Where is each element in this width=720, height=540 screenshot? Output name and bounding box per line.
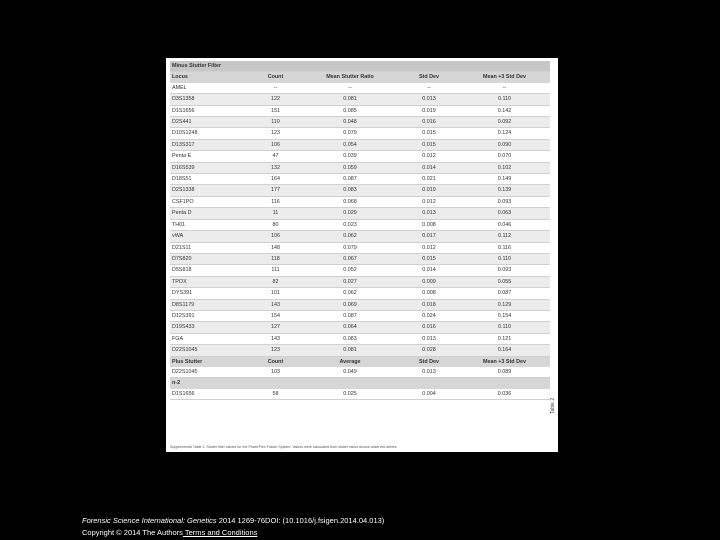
value-cell: 0.063: [459, 208, 550, 219]
value-cell: 0.087: [459, 288, 550, 299]
plus-stutter-header-row: [170, 356, 550, 367]
table-side-label: Table 2: [550, 397, 556, 414]
locus-cell: D5S818: [170, 265, 250, 276]
citation-details: 2014 1269-76DOI: (10.1016/j.fsigen.2014.04.013): [216, 516, 385, 525]
value-cell: 0.004: [399, 389, 459, 400]
value-cell: 0.087: [301, 174, 399, 185]
value-cell: 0.092: [459, 117, 550, 128]
value-cell: 122: [250, 94, 301, 105]
column-header: Std Dev: [399, 356, 459, 367]
copyright-text: Copyright © 2014 The Authors: [82, 528, 183, 537]
value-cell: 0.039: [301, 151, 399, 162]
value-cell: 47: [250, 151, 301, 162]
value-cell: 0.023: [301, 219, 399, 230]
table-row: [170, 310, 550, 321]
table-row: [170, 83, 550, 94]
value-cell: 0.027: [301, 276, 399, 287]
table-row: [170, 231, 550, 242]
value-cell: 0.102: [459, 162, 550, 173]
value-cell: 0.012: [399, 151, 459, 162]
table-row: [170, 253, 550, 264]
value-cell: 101: [250, 288, 301, 299]
value-cell: 0.139: [459, 185, 550, 196]
column-header: Mean Stutter Ratio: [301, 72, 399, 83]
value-cell: 0.017: [399, 231, 459, 242]
table-row: [170, 185, 550, 196]
value-cell: 116: [250, 196, 301, 207]
value-cell: 0.018: [399, 299, 459, 310]
value-cell: 0.008: [399, 219, 459, 230]
value-cell: 0.021: [399, 174, 459, 185]
value-cell: 0.121: [459, 333, 550, 344]
column-header: Mean +3 Std Dev: [459, 356, 550, 367]
locus-cell: AMEL: [170, 83, 250, 94]
value-cell: 123: [250, 128, 301, 139]
locus-cell: D18S51: [170, 174, 250, 185]
value-cell: 0.059: [301, 162, 399, 173]
value-cell: 106: [250, 139, 301, 150]
value-cell: 0.009: [399, 276, 459, 287]
value-cell: 0.012: [399, 196, 459, 207]
locus-cell: D2S1338: [170, 185, 250, 196]
locus-cell: D3S1358: [170, 94, 250, 105]
journal-name: Forensic Science International: Genetics: [82, 516, 217, 525]
citation-line: [82, 516, 384, 525]
table-row: [170, 94, 550, 105]
value-cell: 0.110: [459, 322, 550, 333]
section-header: n-2: [170, 378, 550, 389]
table-row: [170, 322, 550, 333]
value-cell: 0.016: [399, 117, 459, 128]
value-cell: 0.015: [399, 253, 459, 264]
value-cell: 0.014: [399, 162, 459, 173]
table-row: [170, 128, 550, 139]
value-cell: 0.012: [399, 242, 459, 253]
value-cell: 111: [250, 265, 301, 276]
column-header: Locus: [170, 72, 250, 83]
value-cell: 0.083: [301, 333, 399, 344]
table-row: [170, 219, 550, 230]
locus-cell: vWA: [170, 231, 250, 242]
table-figure: [166, 58, 558, 452]
table-title: Minus Stutter Filter: [170, 61, 550, 72]
value-cell: 0.079: [301, 128, 399, 139]
value-cell: 0.055: [459, 276, 550, 287]
value-cell: 0.093: [459, 265, 550, 276]
table-row: [170, 151, 550, 162]
table-row: [170, 139, 550, 150]
value-cell: 0.081: [301, 94, 399, 105]
value-cell: 0.129: [459, 299, 550, 310]
value-cell: 0.112: [459, 231, 550, 242]
value-cell: 0.069: [301, 299, 399, 310]
value-cell: 58: [250, 389, 301, 400]
value-cell: 0.049: [301, 367, 399, 378]
value-cell: 0.124: [459, 128, 550, 139]
locus-cell: DYS391: [170, 288, 250, 299]
value-cell: 106: [250, 231, 301, 242]
locus-cell: Penta E: [170, 151, 250, 162]
table-row: [170, 105, 550, 116]
value-cell: 143: [250, 299, 301, 310]
value-cell: --: [250, 83, 301, 94]
table-row: [170, 333, 550, 344]
locus-cell: D1S1656: [170, 389, 250, 400]
value-cell: 0.093: [459, 196, 550, 207]
value-cell: 0.029: [301, 208, 399, 219]
value-cell: 0.024: [399, 310, 459, 321]
terms-and-conditions-link[interactable]: Terms and Conditions: [182, 528, 258, 537]
value-cell: 143: [250, 333, 301, 344]
stutter-table-container: [170, 61, 550, 400]
value-cell: 0.054: [301, 139, 399, 150]
locus-cell: D19S433: [170, 322, 250, 333]
value-cell: 151: [250, 105, 301, 116]
value-cell: 0.046: [459, 219, 550, 230]
locus-cell: TH01: [170, 219, 250, 230]
value-cell: 0.083: [301, 185, 399, 196]
value-cell: 0.110: [459, 253, 550, 264]
table-row: [170, 208, 550, 219]
locus-cell: D21S11: [170, 242, 250, 253]
table-title-row: [170, 61, 550, 72]
value-cell: 0.164: [459, 345, 550, 356]
value-cell: 0.013: [399, 367, 459, 378]
n2-header-row: [170, 378, 550, 389]
value-cell: 132: [250, 162, 301, 173]
value-cell: 0.052: [301, 265, 399, 276]
value-cell: 11: [250, 208, 301, 219]
locus-cell: CSF1PO: [170, 196, 250, 207]
table-row: [170, 276, 550, 287]
locus-cell: Penta D: [170, 208, 250, 219]
copyright-line: [82, 528, 257, 537]
table-row: [170, 299, 550, 310]
value-cell: 0.068: [301, 196, 399, 207]
value-cell: 177: [250, 185, 301, 196]
table-row: [170, 367, 550, 378]
value-cell: 0.028: [399, 345, 459, 356]
value-cell: 164: [250, 174, 301, 185]
value-cell: --: [399, 83, 459, 94]
value-cell: 0.064: [301, 322, 399, 333]
column-header: Plus Stutter: [170, 356, 250, 367]
table-row: [170, 117, 550, 128]
value-cell: 0.014: [399, 265, 459, 276]
value-cell: 118: [250, 253, 301, 264]
value-cell: 123: [250, 345, 301, 356]
table-row: [170, 345, 550, 356]
value-cell: --: [301, 83, 399, 94]
value-cell: 0.036: [459, 389, 550, 400]
value-cell: 0.016: [399, 322, 459, 333]
value-cell: 0.149: [459, 174, 550, 185]
value-cell: 0.067: [301, 253, 399, 264]
value-cell: 127: [250, 322, 301, 333]
value-cell: 0.013: [399, 333, 459, 344]
value-cell: 0.062: [301, 231, 399, 242]
locus-cell: D10S1248: [170, 128, 250, 139]
value-cell: 0.087: [301, 310, 399, 321]
value-cell: 148: [250, 242, 301, 253]
column-header: Count: [250, 72, 301, 83]
locus-cell: D1S1656: [170, 105, 250, 116]
value-cell: 0.116: [459, 242, 550, 253]
column-header: Mean +3 Std Dev: [459, 72, 550, 83]
value-cell: 0.019: [399, 105, 459, 116]
table-row: [170, 288, 550, 299]
value-cell: 0.013: [399, 94, 459, 105]
column-header: Count: [250, 356, 301, 367]
value-cell: 0.081: [301, 345, 399, 356]
value-cell: --: [459, 83, 550, 94]
locus-cell: D16S539: [170, 162, 250, 173]
value-cell: 154: [250, 310, 301, 321]
value-cell: 0.015: [399, 128, 459, 139]
value-cell: 103: [250, 367, 301, 378]
table-footnote: Supplemental Table 2. Stutter filter values for the PowerPlex Fusion System. Values were calculated from stutter ratios across observed alleles.: [170, 445, 398, 449]
table-row: [170, 174, 550, 185]
value-cell: 0.070: [459, 151, 550, 162]
locus-cell: D12S391: [170, 310, 250, 321]
value-cell: 80: [250, 219, 301, 230]
table-row: [170, 242, 550, 253]
value-cell: 0.015: [399, 139, 459, 150]
value-cell: 0.154: [459, 310, 550, 321]
value-cell: 0.142: [459, 105, 550, 116]
value-cell: 0.025: [301, 389, 399, 400]
column-header: Average: [301, 356, 399, 367]
value-cell: 0.019: [399, 185, 459, 196]
table-row: [170, 196, 550, 207]
value-cell: 0.048: [301, 117, 399, 128]
value-cell: 0.085: [301, 105, 399, 116]
locus-cell: D13S317: [170, 139, 250, 150]
table-row: [170, 389, 550, 400]
locus-cell: D7S820: [170, 253, 250, 264]
value-cell: 0.013: [399, 208, 459, 219]
locus-cell: D2S441: [170, 117, 250, 128]
value-cell: 0.089: [459, 367, 550, 378]
value-cell: 82: [250, 276, 301, 287]
locus-cell: D22S1045: [170, 367, 250, 378]
table-header-row: [170, 72, 550, 83]
table-row: [170, 162, 550, 173]
stutter-filter-table: [170, 61, 550, 400]
value-cell: 0.090: [459, 139, 550, 150]
locus-cell: TPOX: [170, 276, 250, 287]
table-row: [170, 265, 550, 276]
value-cell: 0.110: [459, 94, 550, 105]
value-cell: 0.062: [301, 288, 399, 299]
locus-cell: D8S1179: [170, 299, 250, 310]
column-header: Std Dev: [399, 72, 459, 83]
locus-cell: FGA: [170, 333, 250, 344]
value-cell: 0.079: [301, 242, 399, 253]
locus-cell: D22S1045: [170, 345, 250, 356]
value-cell: 110: [250, 117, 301, 128]
value-cell: 0.008: [399, 288, 459, 299]
